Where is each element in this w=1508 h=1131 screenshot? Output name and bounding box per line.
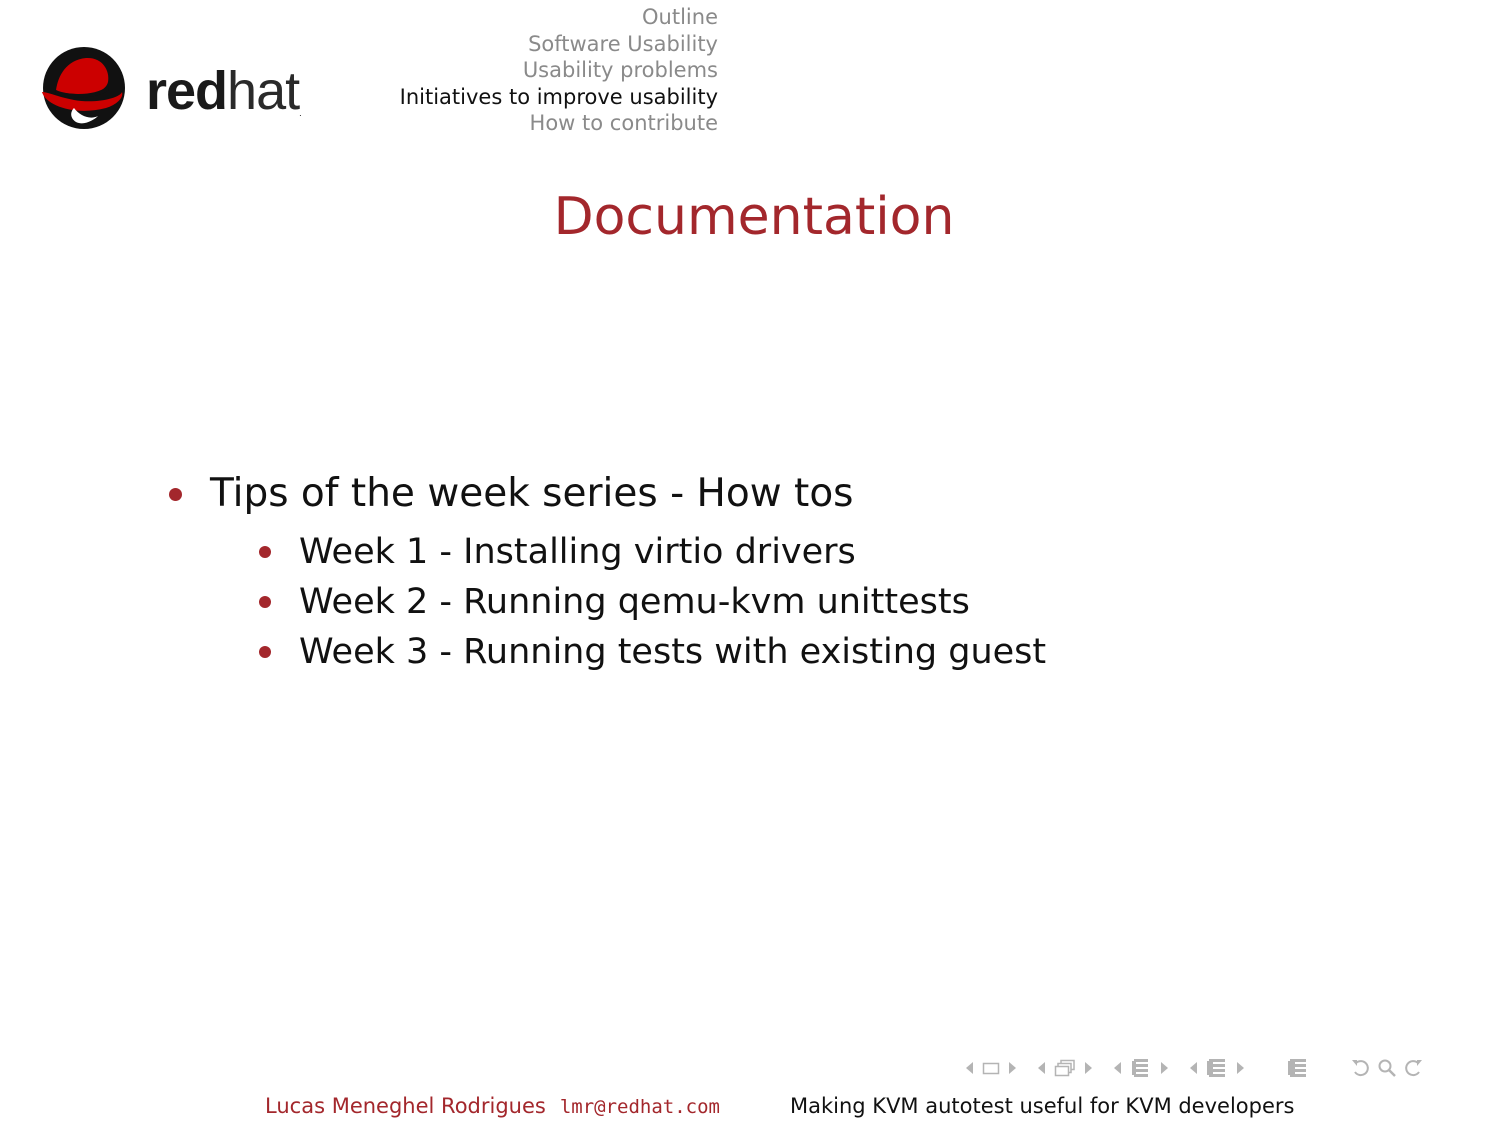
sub-bullet-text: Week 3 - Running tests with existing guest	[299, 632, 1047, 672]
slide-content	[164, 468, 1046, 677]
forward-icon[interactable]	[1402, 1057, 1424, 1079]
outline-item-software-usability[interactable]: Software Usability	[528, 31, 718, 56]
document-icon[interactable]	[1286, 1057, 1310, 1079]
footer-talk-title: Making KVM autotest useful for KVM developers	[790, 1094, 1295, 1118]
bullet-text: Tips of the week series - How tos	[210, 471, 854, 516]
subsection-prev-icon[interactable]	[1112, 1061, 1122, 1075]
outline-item-usability-problems[interactable]: Usability problems	[522, 58, 718, 83]
navigation-symbols	[964, 1054, 1424, 1082]
section-prev-icon[interactable]	[1188, 1061, 1198, 1075]
shadowman-hat-icon	[36, 46, 132, 130]
sub-bullet-text: Week 1 - Installing virtio drivers	[299, 532, 856, 572]
slide-icon[interactable]	[982, 1061, 1000, 1075]
bullet-item	[164, 468, 1046, 520]
back-icon[interactable]	[1350, 1057, 1372, 1079]
frame-title: Documentation	[553, 187, 955, 247]
sub-bullet-text: Week 2 - Running qemu-kvm unittests	[299, 582, 970, 622]
frame-next-icon[interactable]	[1084, 1061, 1094, 1075]
wordmark-hat: hat	[227, 61, 300, 121]
footer-email[interactable]: lmr@redhat.com	[559, 1096, 720, 1118]
footer-author-block	[0, 1094, 720, 1118]
slide-next-icon[interactable]	[1008, 1061, 1018, 1075]
bullet-icon	[259, 646, 271, 658]
bullet-icon	[259, 596, 271, 608]
frame-icon[interactable]	[1054, 1059, 1076, 1077]
footer-author: Lucas Meneghel Rodrigues	[265, 1094, 546, 1118]
redhat-wordmark	[146, 61, 301, 121]
bullet-icon	[259, 546, 271, 558]
slide-prev-icon[interactable]	[964, 1061, 974, 1075]
outline-item-outline[interactable]: Outline	[642, 5, 718, 29]
section-outline	[400, 4, 718, 137]
sub-bullet-item	[164, 527, 1046, 577]
redhat-logo	[36, 46, 336, 136]
section-icon[interactable]	[1206, 1057, 1228, 1079]
frame-prev-icon[interactable]	[1036, 1061, 1046, 1075]
bullet-icon	[169, 488, 182, 501]
search-icon[interactable]	[1376, 1057, 1398, 1079]
sub-bullet-list	[164, 527, 1046, 677]
sub-bullet-item	[164, 577, 1046, 627]
outline-item-initiatives[interactable]: Initiatives to improve usability	[399, 84, 718, 109]
subsection-next-icon[interactable]	[1160, 1061, 1170, 1075]
wordmark-red: red	[146, 61, 228, 121]
sub-bullet-item	[164, 627, 1046, 677]
section-next-icon[interactable]	[1236, 1061, 1246, 1075]
outline-item-how-to-contribute[interactable]: How to contribute	[529, 111, 718, 136]
subsection-icon[interactable]	[1130, 1057, 1152, 1079]
wordmark-trademark: .	[299, 108, 301, 118]
